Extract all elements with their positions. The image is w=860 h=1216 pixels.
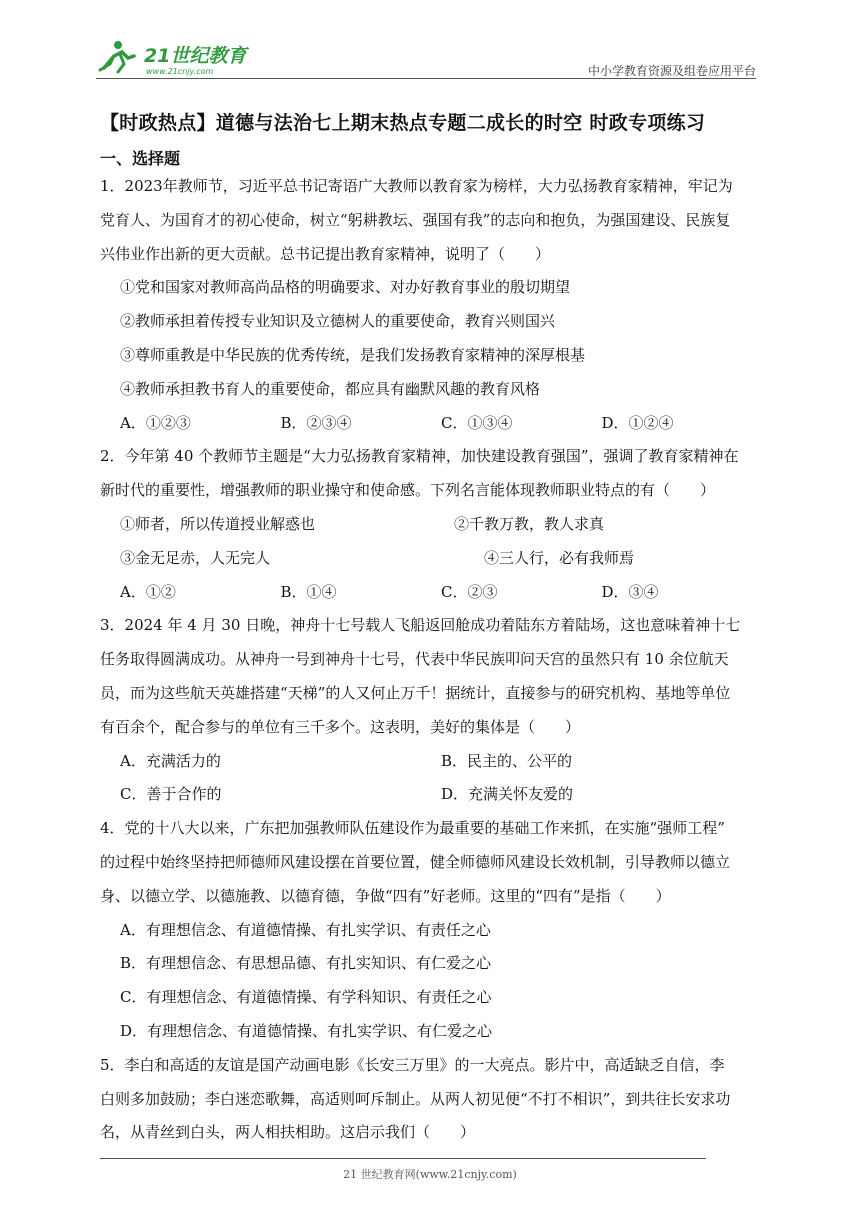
option-a[interactable]: A．充满活力的 <box>120 751 221 770</box>
question-5 <box>100 1049 762 1150</box>
option-row <box>100 778 762 812</box>
question-1 <box>100 170 762 440</box>
question-text-line: 1．2023年教师节，习近平总书记寄语广大教师以教育家为榜样，大力弘扬教育家精神，牢记为 <box>100 177 733 195</box>
option-row <box>100 407 762 441</box>
question-text-line: 白则多加鼓励；李白迷恋歌舞，高适则呵斥制止。从两人初见便“不打不相识”，到共往长安求功 <box>100 1089 731 1108</box>
option-a[interactable]: A．有理想信念、有道德情操、有扎实学识、有责任之心 <box>120 920 491 939</box>
option-row <box>100 576 762 610</box>
statement-row <box>100 508 762 542</box>
option-c[interactable]: C．①③④ <box>441 413 513 432</box>
option-b[interactable]: B．①④ <box>280 582 337 601</box>
logo <box>96 38 266 78</box>
option-d[interactable]: D．有理想信念、有道德情操、有扎实学识、有仁爱之心 <box>120 1021 493 1040</box>
page-footer: 21 世纪教育网(www.21cnjy.com) <box>343 1168 517 1181</box>
option-d[interactable]: D．①②④ <box>601 413 674 432</box>
statement: ④三人行，必有我师焉 <box>484 548 635 567</box>
logo-url: www.21cnjy.com <box>146 67 214 76</box>
statement: ②教师承担着传授专业知识及立德树人的重要使命，教育兴则国兴 <box>120 312 556 331</box>
question-text-line: 党育人、为国育才的初心使命，树立“躬耕教坛、强国有我”的志向和抱负，为强国建设、民族复 <box>100 210 731 229</box>
statement: ②千教万教，教人求真 <box>454 514 605 533</box>
question-text-line: 兴伟业作出新的更大贡献。总书记提出教育家精神，说明了（ ） <box>100 244 551 263</box>
question-4 <box>100 812 762 1049</box>
option-row <box>100 745 762 779</box>
logo-text: 21世纪教育 <box>144 45 247 67</box>
question-text-line: 5．李白和高适的友谊是国产动画电影《长安三万里》的一大亮点。影片中，高适缺乏自信，李 <box>100 1055 725 1074</box>
question-list <box>100 170 762 1150</box>
question-text-line: 任务取得圆满成功。从神舟一号到神舟十七号，代表中华民族叩问天宫的虽然只有 10 余位航天 <box>100 650 729 669</box>
page-header <box>96 38 756 80</box>
footer-divider <box>100 1158 706 1159</box>
option-c[interactable]: C．有理想信念、有道德情操、有学科知识、有责任之心 <box>120 988 492 1007</box>
question-3 <box>100 609 762 812</box>
page-title: 【时政热点】道德与法治七上期末热点专题二成长的时空 时政专项练习 <box>100 112 706 134</box>
option-a[interactable]: A．①②③ <box>120 413 191 432</box>
statement: ①党和国家对教师高尚品格的明确要求、对办好教育事业的殷切期望 <box>120 278 571 297</box>
question-text-line: 有百余个，配合参与的单位有三千多个。这表明，美好的集体是（ ） <box>100 717 581 736</box>
question-text-line: 新时代的重要性，增强教师的职业操守和使命感。下列名言能体现教师职业特点的有（ ） <box>100 481 716 500</box>
option-b[interactable]: B．有理想信念、有思想品德、有扎实知识、有仁爱之心 <box>120 954 492 973</box>
question-text-line: 名，从青丝到白头，两人相扶相助。这启示我们（ ） <box>100 1123 476 1142</box>
question-text-line: 员，而为这些航天英雄搭建“天梯”的人又何止万千！据统计，直接参与的研究机构、基地等单位 <box>100 683 731 702</box>
question-text-line: 3．2024 年 4 月 30 日晚，神舟十七号载人飞船返回舱成功着陆东方着陆场，这也意味着神十七 <box>100 616 741 635</box>
statement: ③金无足赤，人无完人 <box>120 548 271 567</box>
option-a[interactable]: A．①② <box>120 582 176 601</box>
option-b[interactable]: B．②③④ <box>280 413 352 432</box>
statement: ③尊师重教是中华民族的优秀传统，是我们发扬教育家精神的深厚根基 <box>120 345 586 364</box>
section-heading: 一、选择题 <box>100 149 181 168</box>
statement: ④教师承担教书育人的重要使命，都应具有幽默风趣的教育风格 <box>120 379 541 398</box>
platform-name: 中小学教育资源及组卷应用平台 <box>587 64 756 78</box>
option-c[interactable]: C．②③ <box>441 582 498 601</box>
header-divider <box>96 78 756 79</box>
question-text-line: 身、以德立学、以德施教、以德育德，争做“四有”好老师。这里的“四有”是指（ ） <box>100 886 671 905</box>
option-c[interactable]: C．善于合作的 <box>120 785 222 804</box>
option-d[interactable]: D．③④ <box>601 582 659 601</box>
option-d[interactable]: D．充满关怀友爱的 <box>441 785 574 804</box>
option-b[interactable]: B．民主的、公平的 <box>441 751 573 770</box>
question-text-line: 2．今年第 40 个教师节主题是“大力弘扬教育家精神，加快建设教育强国”，强调了教育家精神在 <box>100 447 739 466</box>
question-text-line: 的过程中始终坚持把师德师风建设摆在首要位置，健全师德师风建设长效机制，引导教师以德立 <box>100 852 731 871</box>
statement-row <box>100 542 762 576</box>
question-text-line: 4．党的十八大以来，广东把加强教师队伍建设作为最重要的基础工作来抓，在实施“强师工程” <box>100 819 725 838</box>
statement: ①师者，所以传道授业解惑也 <box>120 514 316 533</box>
question-2 <box>100 440 762 609</box>
